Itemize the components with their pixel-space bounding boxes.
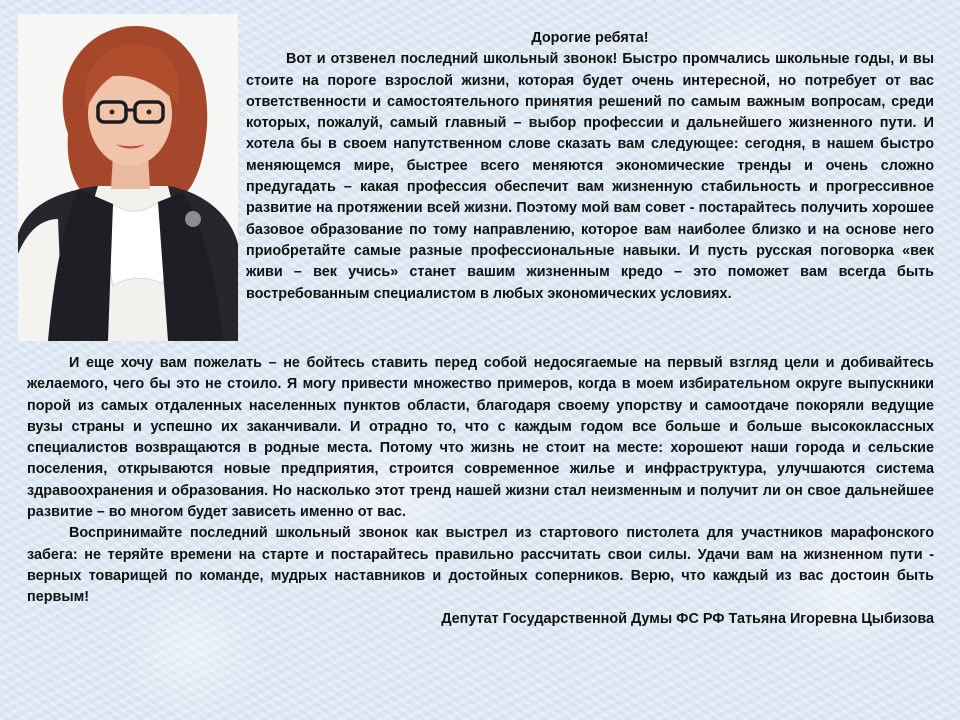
greeting-heading: Дорогие ребята!	[531, 30, 649, 46]
letter-intro	[246, 28, 934, 305]
paragraph-second: И еще хочу вам пожелать – не бойтесь ставить перед собой недосягаемые на первый взгляд цели и добивайтесь желаемого, чего бы это не стоило. Я могу привести множество примеров, когда в моем избирательном округе выпускники порой из самых отдаленных населенных пунктов области, благодаря своему упорству и самоотдаче покоряли ведущие вузы страны и успешно их заканчивали. И отрадно то, что с каждым годом все больше и больше высококлассных специалистов возвращаются в родные места. Потому что жизнь не стоит на месте: хорошеют наши города и сельские поселения, открываются новые предприятия, строится современное жилье и инфраструктура, улучшаются система здравоохранения и образования. Но насколько этот тренд нашей жизни стал неизменным и получит ли он свое дальнейшее развитие – во многом будет зависеть именно от вас.	[27, 355, 934, 521]
portrait-illustration	[18, 14, 238, 341]
paragraph-third: Воспринимайте последний школьный звонок как выстрел из стартового пистолета для участников марафонского забега: не теряйте времени на старте и постарайтесь правильно рассчитать свои силы. Удачи вам на жизненном пути - верных товарищей по команде, мудрых наставников и достойных соперников. Верю, что каждый из вас достоин быть первым!	[27, 525, 934, 606]
letter-body	[27, 353, 934, 630]
author-portrait	[18, 14, 238, 341]
author-signature: Депутат Государственной Думы ФС РФ Татьяна Игоревна Цыбизова	[441, 610, 934, 627]
paragraph-first: Вот и отзвенел последний школьный звонок! Быстро промчались школьные годы, и вы стоите на пороге взрослой жизни, которая будет очень интересной, но потребует от вас ответственности и самостоятельного принятия решений по самым важным вопросам, среди которых, пожалуй, самый главный – выбор профессии и дальнейшего жизненного пути. И хотела бы в своем напутственном слове сказать вам следующее: сегодня, в нашем быстро меняющемся мире, быстрее всего меняются экономические тренды и очень сложно предугадать – какая профессия обеспечит вам жизненную стабильность и прогрессивное развитие на протяжении всей жизни. Поэтому мой вам совет - постарайтесь получить хорошее базовое образование по тому направлению, которое вам наиболее близко и на основе него приобретайте самые разные профессиональные навыки. И пусть русская поговорка «век живи – век учись» станет вашим жизненным кредо – это поможет вам всегда быть востребованным специалистом в любых экономических условиях.	[246, 51, 934, 302]
